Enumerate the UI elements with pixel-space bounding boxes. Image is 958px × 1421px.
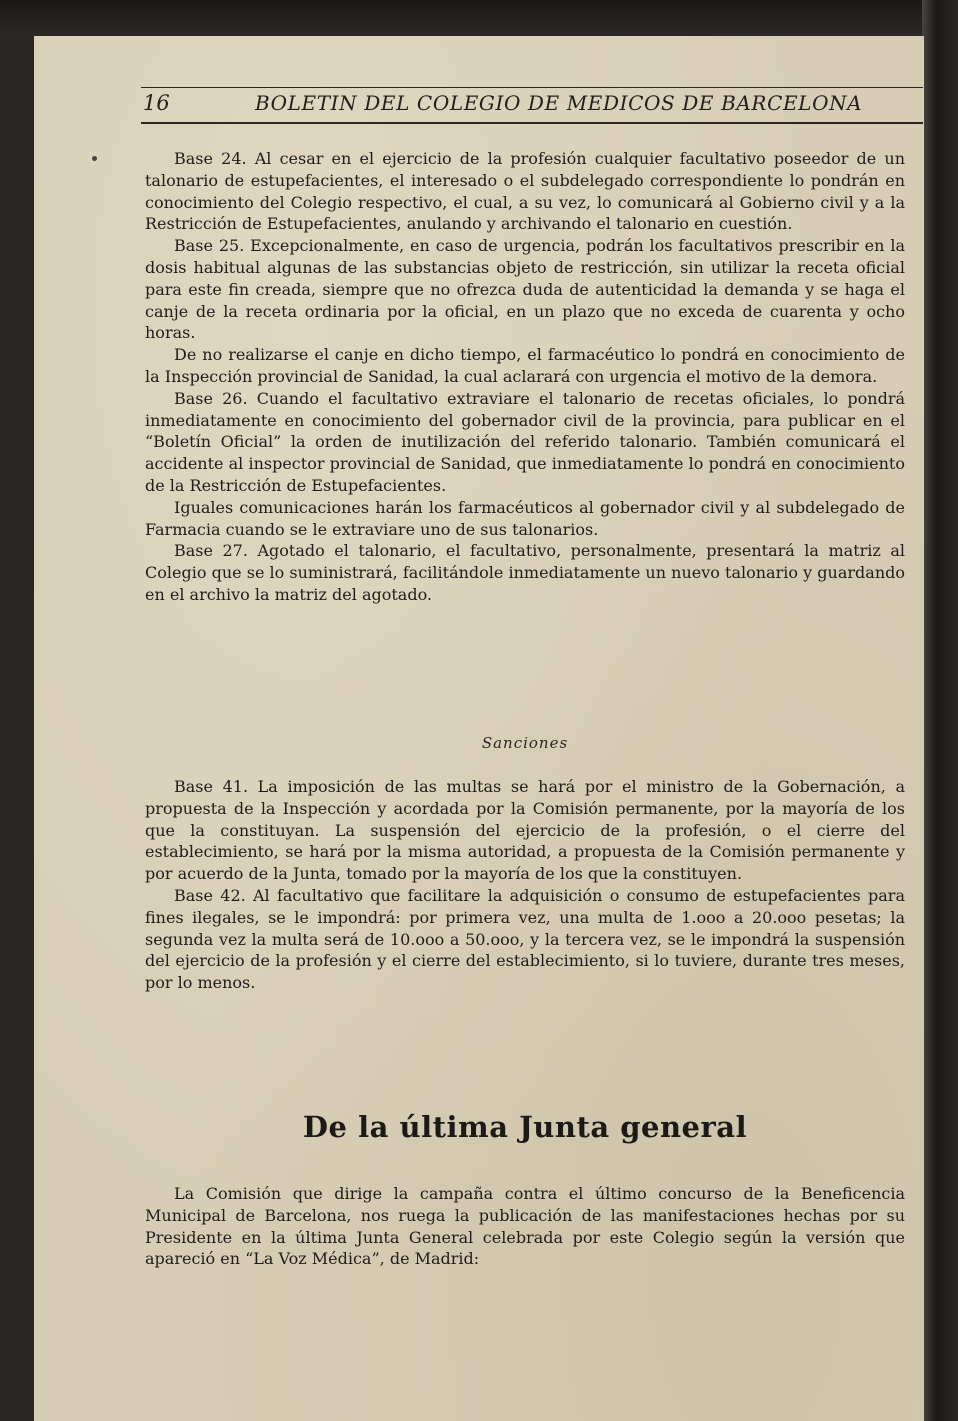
header-rule-top [141, 87, 923, 88]
paragraph-base-27: Base 27. Agotado el talonario, el facultativo, personalmente, presentará la matriz al Colegio que se lo suministrará, facilitándole inmediatamente un nuevo talonario y guardando en el archivo la matriz del agotado. [145, 541, 905, 604]
sanciones-block [145, 776, 905, 994]
document-page [34, 36, 924, 1421]
running-header [141, 91, 923, 121]
paragraph-base-42: Base 42. Al facultativo que facilitare la adquisición o consumo de estupefacientes para fines ilegales, se le impondrá: por primera vez, una multa de 1.ooo a 20.ooo pesetas; la segunda vez la multa será de 10.ooo a 50.ooo, y la tercera vez, se le impondrá la suspensión del ejercicio de la profesión y el cierre del establecimiento, si lo tuviere, durante tres meses, por lo menos. [145, 885, 905, 993]
paragraph-base-25-canje: De no realizarse el canje en dicho tiempo, el farmacéutico lo pondrá en conocimiento de la Inspección provincial de Sanidad, la cual aclarará con urgencia el motivo de la demora. [145, 345, 905, 386]
page-number: 16 [143, 91, 170, 115]
margin-dot [92, 156, 97, 161]
paragraph-base-25: Base 25. Excepcionalmente, en caso de urgencia, podrán los facultativos prescribir en la dosis habitual algunas de las substancias objeto de restricción, sin utilizar la receta oficial para este fin creada, siempre que no ofrezca duda de autenticidad la demanda y se haga el canje de la receta ordinaria por la oficial, en un plazo que no exceda de cuarenta y ocho horas. [145, 236, 905, 343]
scan-border-top [0, 0, 958, 38]
paragraph-base-41: Base 41. La imposición de las multas se hará por el ministro de la Gobernación, a propuesta de la Inspección y acordada por la Comisión permanente, por la mayoría de los que la constituyan. La suspensión del ejercicio de la profesión, o el cierre del establecimiento, se hará por la misma autoridad, a propuesta de la Comisión permanente y por acuerdo de la Junta, tomado por la mayoría de los que la constituyen. [145, 777, 905, 884]
section-title: De la última Junta general [302, 1110, 748, 1144]
subheading-sanciones: Sanciones [481, 734, 569, 752]
paragraph-base-26-comunicaciones: Iguales comunicaciones harán los farmacéuticos al gobernador civil y al subdelegado de Farmacia cuando se le extraviare uno de sus talonarios. [145, 497, 905, 539]
paragraph-base-26: Base 26. Cuando el facultativo extraviare el talonario de recetas oficiales, lo pondrá inmediatamente en conocimiento del gobernador civil de la provincia, para publicar en el “Boletín Oficial” la orden de inutilización del referido talonario. También comunicará el accidente al inspector provincial de Sanidad, que inmediatamente lo pondrá en conocimiento de la Restricción de Estupefacientes. [145, 388, 905, 495]
paragraph-base-24: Base 24. Al cesar en el ejercicio de la profesión cualquier facultativo poseedor de un talonario de estupefacientes, el interesado o el subdelegado correspondiente lo pondrán en conocimiento del Colegio respectivo, el cual, a su vez, lo comunicará al Gobierno civil y a la Restricción de Estupefacientes, anulando y archivando el talonario en cuestión. [145, 149, 905, 234]
scan-border-right [922, 0, 958, 1421]
header-rule-bottom [141, 122, 923, 124]
paragraph-junta-intro: La Comisión que dirige la campaña contra el último concurso de la Beneficencia Municipal de Barcelona, nos ruega la publicación de las manifestaciones hechas por su Presidente en la última Junta General celebrada por este Colegio según la versión que apareció en “La Voz Médica”, de Madrid: [145, 1184, 905, 1269]
running-title: BOLETIN DEL COLEGIO DE MEDICOS DE BARCELONA [255, 91, 863, 115]
bases-block [145, 148, 905, 606]
junta-block [145, 1183, 905, 1270]
